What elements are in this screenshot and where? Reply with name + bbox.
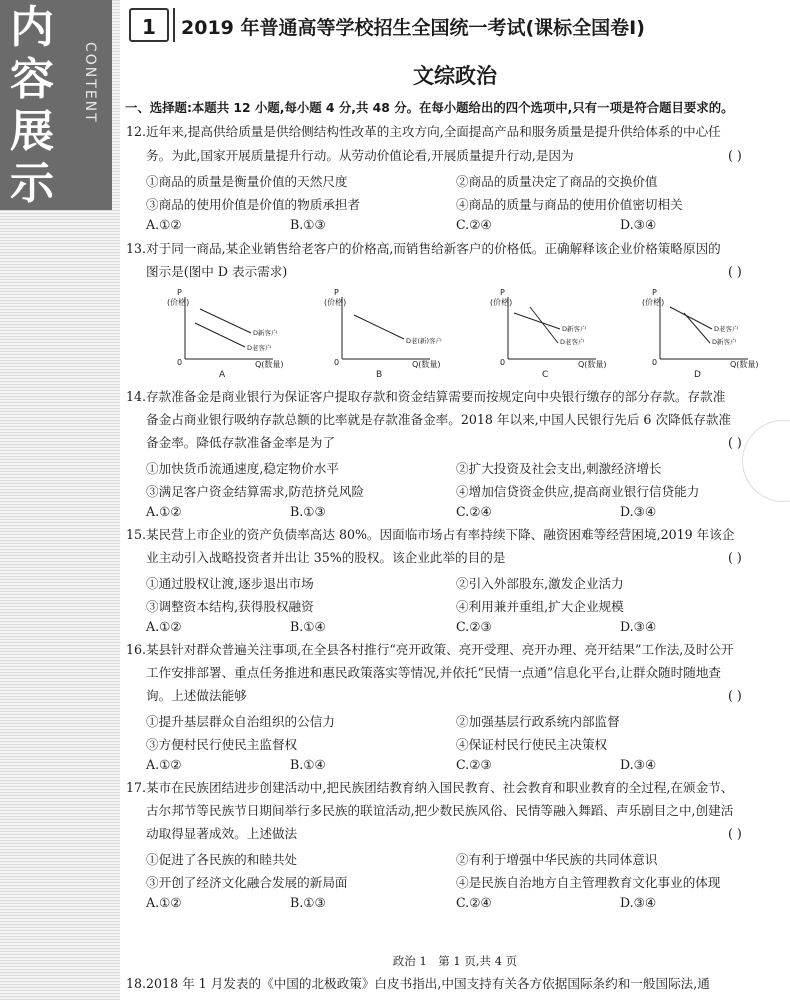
graph-origin: 0: [500, 358, 506, 367]
graph-letter: B: [376, 370, 383, 380]
q12-choice-b[interactable]: B.①③: [290, 217, 326, 232]
graph-q-label: Q(数量): [412, 360, 441, 369]
answer-paren: ( ): [728, 550, 742, 565]
q15-statement-4: ④利用兼并重组,扩大企业规模: [456, 599, 624, 614]
curve-label: D老(新)客户: [406, 337, 443, 345]
question-16-line-3: 询。上述做法能够: [146, 688, 247, 703]
demand-graph-d: [640, 285, 770, 380]
graph-q-label: Q(数量): [255, 360, 284, 369]
q16-statement-3: ③方便村民行使民主监督权: [146, 737, 298, 752]
sidebar-title-char: 示: [10, 158, 54, 209]
graph-p-label: P: [652, 288, 657, 297]
curve-label: D新客户: [562, 325, 587, 333]
demand-curve: [354, 315, 404, 339]
graph-letter: A: [219, 370, 226, 380]
graph-price-label: (价格): [324, 298, 347, 307]
question-14-line-1: 14.存款准备金是商业银行为保证客户提取存款和资金结算需要而按规定向中央银行缴存的部分存款。存款准: [126, 389, 726, 404]
question-14-line-2: 备金占商业银行吸纳存款总额的比率就是存款准备金率。2018 年以来,中国人民银行先后 6 次降低存款准: [146, 412, 732, 427]
answer-paren: ( ): [728, 688, 742, 703]
q14-choice-b[interactable]: B.①③: [290, 504, 326, 519]
curve-label: D老客户: [560, 338, 585, 346]
graph-p-label: P: [177, 288, 182, 297]
graph-price-label: (价格): [167, 298, 190, 307]
q12-choice-a[interactable]: A.①②: [146, 217, 182, 232]
question-13-line-2: 图示是(图中 D 表示需求): [146, 264, 288, 279]
answer-paren: ( ): [728, 826, 742, 841]
q15-choice-d[interactable]: D.③④: [620, 619, 657, 634]
question-14-line-3: 备金率。降低存款准备金率是为了: [146, 435, 335, 450]
graph-p-label: P: [334, 288, 339, 297]
answer-paren: ( ): [728, 264, 742, 279]
q16-choice-d[interactable]: D.③④: [620, 757, 657, 772]
question-17-line-1: 17.某市在民族团结进步创建活动中,把民族团结教育纳入国民教育、社会教育和职业教育的全过程,在颁金节、: [126, 780, 734, 795]
sidebar-title: [10, 2, 72, 210]
question-17-line-2: 古尔邦节等民族节日期间举行多民族的联谊活动,把少数民族风俗、民情等融入舞蹈、声乐剧目之中,创建活: [146, 803, 734, 818]
curve-label: D老客户: [714, 325, 739, 333]
q14-choice-c[interactable]: C.②④: [456, 504, 492, 519]
graph-origin: 0: [652, 358, 658, 367]
question-18-line-1: 18.2018 年 1 月发表的《中国的北极政策》白皮书指出,中国支持有关各方依据国际条约和一般国际法,通: [126, 976, 710, 991]
sidebar-title-char: 展: [10, 106, 54, 157]
question-13-line-1: 13.对于同一商品,某企业销售给老客户的价格高,而销售给新客户的价格低。正确解释该企业价格策略原因的: [126, 241, 721, 256]
graph-origin: 0: [177, 358, 183, 367]
q12-statement-4: ④商品的质量与商品的使用价值密切相关: [456, 197, 683, 212]
q17-choice-d[interactable]: D.③④: [620, 895, 657, 910]
sidebar-title-char: 容: [10, 54, 54, 105]
curve-label: D新客户: [253, 329, 278, 337]
q15-statement-2: ②引入外部股东,激发企业活力: [456, 576, 624, 591]
q17-choice-a[interactable]: A.①②: [146, 895, 182, 910]
q12-statement-1: ①商品的质量是衡量价值的天然尺度: [146, 174, 348, 189]
graph-letter: D: [694, 370, 701, 380]
graph-q-label: Q(数量): [578, 360, 607, 369]
demand-curve: [684, 313, 710, 343]
q15-choice-a[interactable]: A.①②: [146, 619, 182, 634]
sidebar-english-label: CONTENT: [82, 42, 98, 124]
answer-paren: ( ): [728, 435, 742, 450]
q14-choice-a[interactable]: A.①②: [146, 504, 182, 519]
q16-statement-4: ④保证村民行使民主决策权: [456, 737, 608, 752]
question-16-line-1: 16.某县针对群众普遍关注事项,在全县各村推行“亮开政策、亮开受理、亮开办理、亮开结果”工作法,及时公开: [126, 642, 734, 657]
q12-statement-3: ③商品的使用价值是价值的物质承担者: [146, 197, 361, 212]
question-12-line-2: 务。为此,国家开展质量提升行动。从劳动价值论看,开展质量提升行动,是因为: [146, 148, 574, 163]
section-heading: 一、选择题:本题共 12 小题,每小题 4 分,共 48 分。在每小题给出的四个选项中,只有一项是符合题目要求的。: [125, 100, 734, 115]
demand-graph-a: [165, 285, 295, 380]
question-17-line-3: 动取得显著成效。上述做法: [146, 826, 298, 841]
q12-statement-2: ②商品的质量决定了商品的交换价值: [456, 174, 658, 189]
graph-p-label: P: [500, 288, 505, 297]
q15-choice-b[interactable]: B.①④: [290, 619, 326, 634]
exam-number-badge: 1: [129, 8, 169, 42]
curve-label: D老客户: [247, 344, 272, 352]
q15-choice-c[interactable]: C.②③: [456, 619, 492, 634]
graph-letter: C: [542, 370, 549, 380]
q14-choice-d[interactable]: D.③④: [620, 504, 657, 519]
page-footer: 政治 1 第 1 页,共 4 页: [392, 954, 518, 968]
q14-statement-2: ②扩大投资及社会支出,刺激经济增长: [456, 461, 662, 476]
q16-statement-1: ①提升基层群众自治组织的公信力: [146, 714, 335, 729]
graph-price-label: (价格): [642, 298, 665, 307]
q16-statement-2: ②加强基层行政系统内部监督: [456, 714, 620, 729]
q12-choice-c[interactable]: C.②④: [456, 217, 492, 232]
graph-price-label: (价格): [490, 298, 513, 307]
q16-choice-c[interactable]: C.②③: [456, 757, 492, 772]
q17-statement-1: ①促进了各民族的和睦共处: [146, 852, 298, 867]
q16-choice-b[interactable]: B.①④: [290, 757, 326, 772]
question-15-line-1: 15.某民营上市企业的资产负债率高达 80%。因面临市场占有率持续下降、融资困难等经营困境,2019 年该企: [126, 527, 735, 542]
demand-graph-b: [322, 285, 452, 380]
q17-choice-b[interactable]: B.①③: [290, 895, 326, 910]
graph-q-label: Q(数量): [730, 360, 759, 369]
q15-statement-3: ③调整资本结构,获得股权融资: [146, 599, 314, 614]
q14-statement-3: ③满足客户资金结算需求,防范挤兑风险: [146, 484, 365, 499]
sidebar-band: [0, 0, 112, 210]
q17-statement-4: ④是民族自治地方自主管理教育文化事业的体现: [456, 875, 721, 890]
question-16-line-2: 工作安排部署、重点任务推进和惠民政策落实等情况,并依托“民情一点通”信息化平台,让群众随时随地查: [146, 665, 722, 680]
curve-label: D新客户: [712, 338, 737, 346]
q14-statement-4: ④增加信贷资金供应,提高商业银行信贷能力: [456, 484, 700, 499]
question-15-line-2: 业主动引入战略投资者并出让 35%的股权。该企业此举的目的是: [146, 550, 506, 565]
subject-title: 文综政治: [413, 64, 497, 88]
q17-statement-3: ③开创了经济文化融合发展的新局面: [146, 875, 348, 890]
q16-choice-a[interactable]: A.①②: [146, 757, 182, 772]
demand-curve: [530, 307, 558, 343]
question-12-line-1: 12.近年来,提高供给质量是供给侧结构性改革的主攻方向,全面提高产品和服务质量是提升供给体系的中心任: [126, 124, 721, 139]
q15-statement-1: ①通过股权让渡,逐步退出市场: [146, 576, 314, 591]
exam-title: 2019 年普通高等学校招生全国统一考试(课标全国卷Ⅰ): [181, 17, 645, 39]
q14-statement-1: ①加快货币流通速度,稳定物价水平: [146, 461, 339, 476]
graph-origin: 0: [334, 358, 340, 367]
demand-graph-c: [488, 285, 618, 380]
q17-statement-2: ②有利于增强中华民族的共同体意识: [456, 852, 658, 867]
q17-choice-c[interactable]: C.②④: [456, 895, 492, 910]
sidebar-title-char: 内: [10, 2, 54, 53]
demand-curve: [670, 307, 712, 329]
answer-paren: ( ): [728, 148, 742, 163]
exam-title-bar: [173, 8, 785, 42]
q12-choice-d[interactable]: D.③④: [620, 217, 657, 232]
